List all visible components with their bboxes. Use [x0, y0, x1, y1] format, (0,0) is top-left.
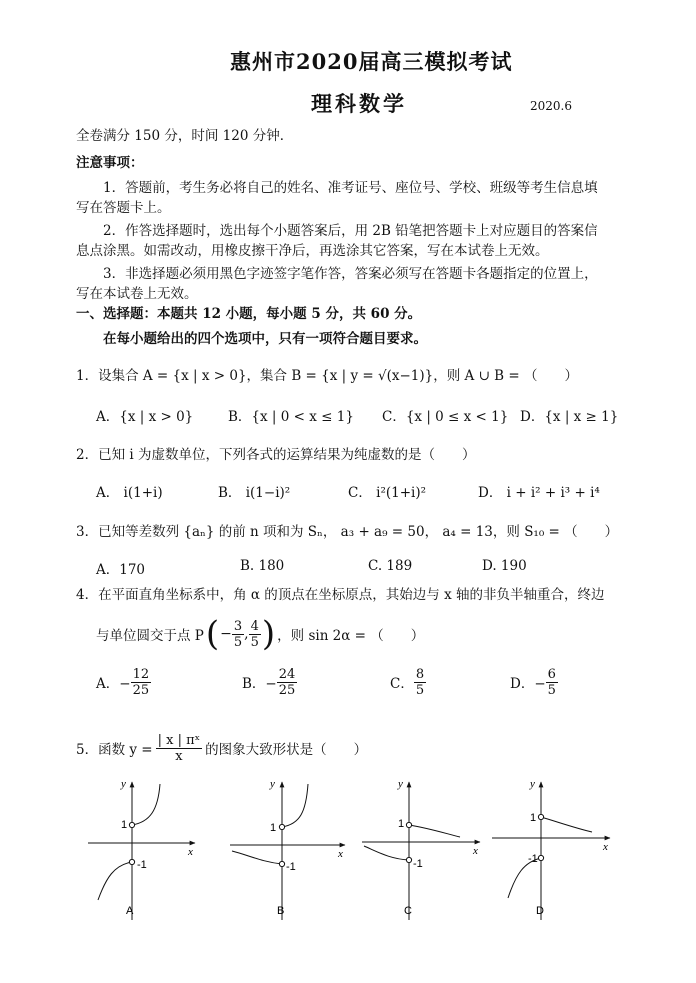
graph-b-curve-right [282, 784, 308, 827]
q4-point-x: $\frac{3}{5}$ [233, 618, 243, 650]
q1-option-d: D．{x | x ≥ 1} [520, 409, 619, 425]
q2-stem: 2．已知 i 为虚数单位，下列各式的运算结果为纯虚数的是（ ） [76, 447, 476, 463]
graph-b-label: B [277, 905, 285, 917]
exam-info: 全卷满分 150 分，时间 120 分钟． [76, 128, 294, 144]
graph-a [88, 778, 195, 920]
graph-a-x-label: x [188, 846, 193, 858]
graph-a-open-point-top [129, 822, 134, 827]
notice-item-1-line-2: 写在答题卡上。 [76, 200, 171, 216]
q1-option-a: A．{x | x > 0} [96, 409, 194, 425]
section-heading: 一、选择题：本题共 12 小题，每小题 5 分，共 60 分。 [76, 306, 422, 322]
graph-d-label: D [536, 905, 544, 917]
q3-option-d: D. 190 [482, 558, 527, 574]
graph-d-open-point-bottom [538, 855, 543, 860]
graph-d-curve-right [541, 817, 592, 832]
graph-d-y-label: y [530, 778, 535, 790]
exam-subject: 理科数学 [311, 91, 407, 116]
graph-b-y-label: y [270, 778, 275, 790]
q4-point-y: $\frac{4}{5}$ [250, 618, 259, 650]
q2-option-b: B． i(1−i)² [218, 485, 291, 501]
notice-item-1-line-1: 1．答题前，考生务必将自己的姓名、准考证号、座位号、学校、班级等考生信息填 [103, 180, 598, 196]
graph-b-open-point-top [279, 824, 284, 829]
graph-a-neg-tick: -1 [137, 859, 147, 871]
notice-item-2-line-1: 2．作答选择题时，选出每个小题答案后，用 2B 铅笔把答题卡上对应题目的答案信 [103, 223, 598, 239]
graph-a-open-point-bottom [129, 859, 134, 864]
graph-b-curve-left [232, 851, 282, 864]
graph-a-y-label: y [121, 778, 126, 790]
graph-b-open-point-bottom [279, 861, 284, 866]
q4-option-c: C． $\frac{8}{5}$ [390, 666, 425, 698]
graph-c-curve-right [409, 825, 460, 837]
section-instruction: 在每小题给出的四个选项中，只有一项符合题目要求。 [103, 331, 427, 347]
q1-option-b: B．{x | 0 < x ≤ 1} [228, 409, 354, 425]
graph-c-open-point-bottom [406, 857, 411, 862]
graph-b-neg-tick: -1 [286, 861, 296, 873]
q2-option-a: A． i(1+i) [96, 485, 163, 501]
q2-option-c: C． i²(1+i)² [348, 485, 427, 501]
q4-option-d: D．− $\frac{6}{5}$ [510, 666, 556, 698]
exam-date: 2020.6 [530, 99, 572, 113]
q1-stem: 1．设集合 A = {x | x > 0}，集合 B = {x | y = √(x−1)}，则 A ∪ B = （ ） [76, 368, 578, 384]
graph-d-x-label: x [603, 841, 608, 853]
q3-option-b: B. 180 [240, 558, 285, 574]
graph-c-pos-tick: 1 [398, 818, 405, 830]
notice-item-3-line-2: 写在本试卷上无效。 [76, 286, 198, 302]
exam-title: 惠州市2020届高三模拟考试 [230, 49, 513, 74]
q4-option-a: A．− $\frac{12}{25}$ [96, 666, 150, 698]
q4-stem-line-1: 4．在平面直角坐标系中，角 α 的顶点在坐标原点，其始边与 x 轴的非负半轴重合，终边 [76, 587, 605, 603]
q3-stem: 3．已知等差数列 {aₙ} 的前 n 项和为 Sₙ， a₃ + a₉ = 50， a₄ = 13，则 S₁₀ = （ ） [76, 524, 619, 540]
graph-c [362, 778, 480, 920]
graph-c-neg-tick: -1 [413, 858, 423, 870]
q3-option-c: C. 189 [368, 558, 413, 574]
q1-option-c: C．{x | 0 ≤ x < 1} [382, 409, 509, 425]
graph-d [492, 778, 610, 920]
q5-stem: 5．函数 y = $\frac{\text{| x | πˣ}}{x}$ 的图象大致形状是（ ） [76, 732, 368, 764]
graph-d-open-point-top [538, 814, 543, 819]
graph-c-open-point-top [406, 822, 411, 827]
graph-c-curve-left [364, 846, 409, 860]
graph-a-curve-left [98, 862, 132, 900]
graph-b-x-label: x [338, 848, 343, 860]
q4-stem-post: ，则 sin 2α = （ ） [277, 628, 425, 644]
q2-option-d: D． i + i² + i³ + i⁴ [478, 485, 600, 501]
q5-graphs [0, 770, 696, 930]
graph-d-pos-tick: 1 [530, 812, 537, 824]
q3-option-a: A．170 [96, 562, 146, 578]
graph-d-neg-tick: -1 [528, 853, 538, 865]
notice-item-3-line-1: 3．非选择题必须用黑色字迹签字笔作答，答案必须写在答题卡各题指定的位置上， [103, 266, 598, 282]
graph-b-pos-tick: 1 [270, 822, 277, 834]
graph-c-x-label: x [473, 845, 478, 857]
graph-a-curve-right [132, 784, 160, 825]
notice-heading: 注意事项： [76, 155, 144, 171]
q4-stem-line-2: 与单位圆交于点 P ( − $\frac{3}{5}$ , $\frac{4}{5}$ ) ，则 sin 2α = （ ） [96, 614, 425, 654]
notice-item-2-line-2: 息点涂黑。如需改动，用橡皮擦干净后，再选涂其它答案，写在本试卷上无效。 [76, 243, 549, 259]
graph-b [230, 778, 345, 920]
graph-a-label: A [126, 905, 134, 917]
q5-function-fraction: $\frac{\text{| x | πˣ}}{x}$ [157, 732, 201, 764]
q4-stem-pre: 与单位圆交于点 P [96, 628, 204, 644]
q4-option-b: B．− $\frac{24}{25}$ [242, 666, 296, 698]
graph-c-y-label: y [398, 778, 403, 790]
graph-c-label: C [404, 905, 412, 917]
graph-a-pos-tick: 1 [121, 819, 128, 831]
